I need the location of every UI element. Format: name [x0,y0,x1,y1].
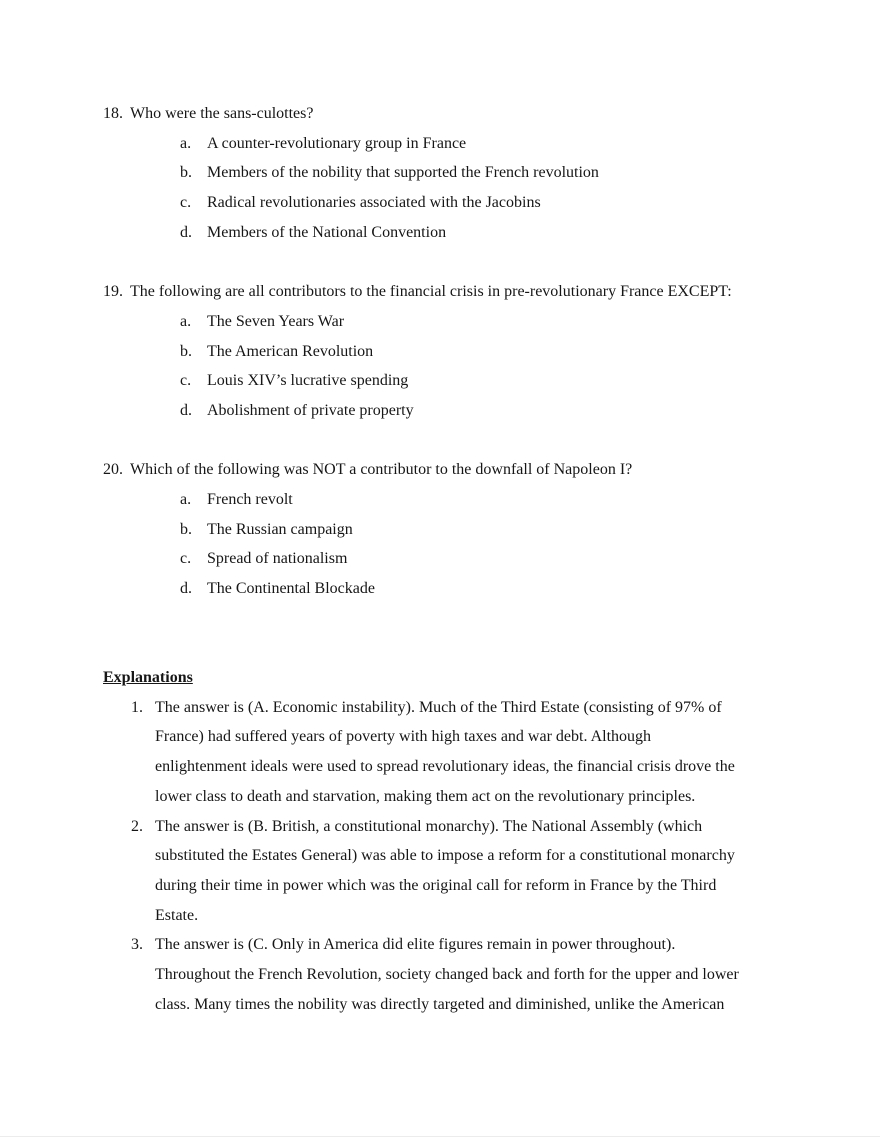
option-letter: a. [180,490,192,508]
option-text: Radical revolutionaries associated with the Jacobins [207,194,541,212]
option-letter: c. [180,550,192,568]
explanation-line: The answer is (C. Only in America did elite figures remain in power throughout). [155,936,676,954]
option-text: Abolishment of private property [207,401,414,419]
option-letter: b. [180,164,192,182]
document-content [103,99,803,1019]
question-number: 18. [103,105,123,122]
question-18 [103,99,803,247]
explanation-line: during their time in power which was the original call for reform in France by the Third [155,876,717,894]
option-text: Members of the National Convention [207,223,447,241]
question-number: 20. [103,461,123,479]
option-text: Spread of nationalism [207,550,348,568]
option-row [103,188,803,218]
option-letter: d. [180,401,192,419]
question-19 [103,277,803,425]
explanation-line: substituted the Estates General) was able to impose a reform for a constitutional monarchy [155,847,735,865]
question-line [103,455,803,485]
question-line [103,277,803,307]
question-line [103,99,803,129]
explanation-line: The answer is (B. British, a constitutional monarchy). The National Assembly (which [155,817,703,835]
option-row [103,485,803,515]
page-bottom-edge [0,1136,880,1137]
option-letter: d. [180,223,192,241]
explanation-number: 3. [131,936,143,954]
explanations-section [103,663,803,1019]
option-text: Louis XIV’s lucrative spending [207,372,409,390]
explanation-item-2 [103,812,803,931]
option-text: The American Revolution [207,342,374,360]
option-row [103,544,803,574]
explanation-line: lower class to death and starvation, making them act on the revolutionary principles. [155,787,696,805]
explanation-item-3 [103,930,803,1019]
option-text: The Russian campaign [207,520,353,538]
explanations-heading: Explanations [103,669,193,687]
explanation-line: Throughout the French Revolution, society changed back and forth for the upper and lower [155,965,739,983]
option-row [103,337,803,367]
option-row [103,396,803,426]
option-letter: c. [180,372,192,390]
explanation-number: 2. [131,817,143,835]
question-20 [103,455,803,603]
option-text: French revolt [207,490,293,508]
option-row [103,574,803,604]
option-letter: b. [180,520,192,538]
option-letter: a. [180,312,192,330]
explanation-line: class. Many times the nobility was directly targeted and diminished, unlike the American [155,995,725,1013]
option-text: A counter-revolutionary group in France [207,134,467,152]
option-row [103,129,803,159]
question-text: Who were the sans-culottes? [130,105,314,122]
option-row [103,158,803,188]
explanation-line: Estate. [155,906,199,924]
option-text: The Continental Blockade [207,580,375,597]
option-letter: c. [180,194,192,212]
option-row [103,515,803,545]
question-text: Which of the following was NOT a contributor to the downfall of Napoleon I? [130,461,633,479]
explanation-item-1 [103,693,803,812]
option-row [103,366,803,396]
option-row [103,307,803,337]
option-text: The Seven Years War [207,312,345,330]
explanation-line: France) had suffered years of poverty with high taxes and war debt. Although [155,728,652,746]
option-row [103,218,803,248]
explanation-number: 1. [131,698,143,716]
option-text: Members of the nobility that supported the French revolution [207,164,599,182]
option-letter: d. [180,580,192,597]
question-text: The following are all contributors to the financial crisis in pre-revolutionary France EXCEPT: [130,283,732,301]
option-letter: a. [180,134,192,152]
question-number: 19. [103,283,123,301]
option-letter: b. [180,342,192,360]
explanation-line: enlightenment ideals were used to spread revolutionary ideas, the financial crisis drove the [155,758,735,776]
explanation-line: The answer is (A. Economic instability). Much of the Third Estate (consisting of 97% of [155,698,722,716]
